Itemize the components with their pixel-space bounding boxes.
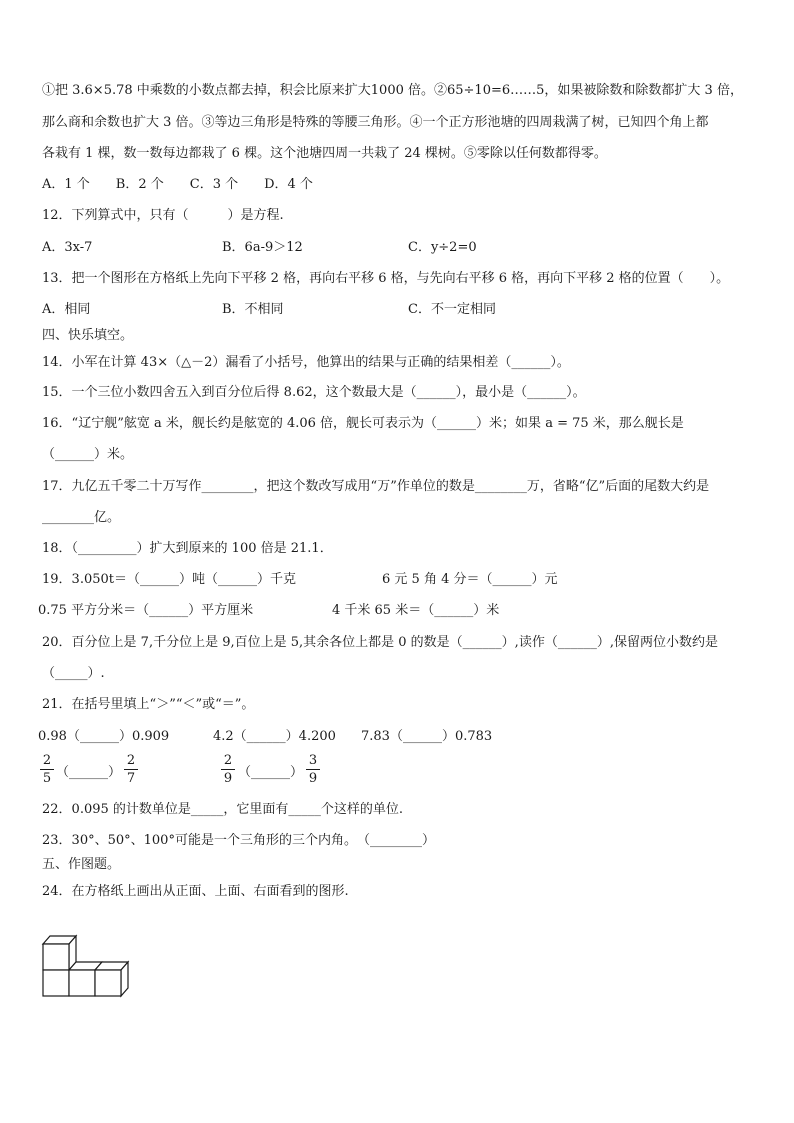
fraction-3-9 xyxy=(306,753,320,786)
question-19-part-c: 0.75 平方分米＝（______）平方厘米 xyxy=(38,603,254,618)
fraction-denominator: 7 xyxy=(126,771,136,786)
question-20-line-1: 20．百分位上是 7,千分位上是 9,百位上是 5,其余各位上都是 0 的数是（______）,读作（______）,保留两位小数约是 xyxy=(42,635,718,650)
question-17-line-1: 17．九亿五千零二十万写作________，把这个数改写成用“万”作单位的数是________万，省略“亿”后面的尾数大约是 xyxy=(42,479,710,494)
fraction-numerator: 2 xyxy=(42,753,52,768)
question-12-option-b: B．6a-9＞12 xyxy=(222,240,303,255)
section-5-heading: 五、作图题。 xyxy=(42,857,121,872)
question-13-option-b: B．不相同 xyxy=(222,302,284,317)
fraction-numerator: 2 xyxy=(126,753,136,768)
question-16-line-2: （______）米。 xyxy=(42,447,134,462)
fraction-bar xyxy=(221,769,235,770)
fraction-2-9 xyxy=(221,753,235,786)
fraction-2-7 xyxy=(124,753,138,786)
cube-stack-figure xyxy=(40,931,132,999)
question-17-line-2: ________亿。 xyxy=(42,510,121,525)
question-19-part-d: 4 千米 65 米＝（______）米 xyxy=(332,603,500,618)
question-13-option-a: A．相同 xyxy=(42,302,91,317)
question-16-line-1: 16．“辽宁舰”舷宽 a 米，舰长约是舷宽的 4.06 倍，舰长可表示为（______）米；如果 a = 75 米，那么舰长是 xyxy=(42,416,684,431)
fraction-denominator: 9 xyxy=(223,771,233,786)
question-20-line-2: （_____）. xyxy=(42,666,105,681)
fraction-bar xyxy=(124,769,138,770)
question-12-option-c: C．y÷2=0 xyxy=(408,240,477,255)
fraction-denominator: 9 xyxy=(308,771,318,786)
fraction-numerator: 2 xyxy=(223,753,233,768)
cube-front-face xyxy=(95,970,121,996)
fraction-2-5 xyxy=(40,753,54,786)
cube-front-face xyxy=(43,944,69,970)
question-13: 13．把一个图形在方格纸上先向下平移 2 格，再向右平移 6 格，与先向右平移 6 格，再向下平移 2 格的位置（ ）。 xyxy=(42,271,730,286)
section-4-heading: 四、快乐填空。 xyxy=(42,328,134,343)
question-21-compare-c: 7.83（______）0.783 xyxy=(361,729,493,744)
question-19-part-a: 19．3.050t＝（______）吨（______）千克 xyxy=(42,572,296,587)
question-11-line-2: 那么商和余数也扩大 3 倍。③等边三角形是特殊的等腰三角形。④一个正方形池塘的四周栽满了树，已知四个角上都 xyxy=(42,115,709,130)
question-12: 12．下列算式中，只有（ ）是方程. xyxy=(42,208,284,223)
fraction-numerator: 3 xyxy=(308,753,318,768)
question-11-line-1: ①把 3.6×5.78 中乘数的小数点都去掉，积会比原来扩大1000 倍。②65÷10=6……5，如果被除数和除数都扩大 3 倍， xyxy=(42,83,743,98)
cube-front-face xyxy=(69,970,95,996)
cube-front-face xyxy=(43,970,69,996)
fraction-denominator: 5 xyxy=(42,771,52,786)
fraction-bar xyxy=(40,769,54,770)
question-13-option-c: C．不一定相同 xyxy=(408,302,496,317)
question-18: 18．（_________）扩大到原来的 100 倍是 21.1． xyxy=(42,541,333,556)
question-11-line-3: 各栽有 1 棵，数一数每边都栽了 6 棵。这个池塘四周一共栽了 24 棵树。⑤零除以任何数都得零。 xyxy=(42,146,607,161)
question-21-compare-b: 4.2（______）4.200 xyxy=(213,729,336,744)
question-15: 15．一个三位小数四舍五入到百分位后得 8.62，这个数最大是（______），最小是（______）。 xyxy=(42,385,586,400)
question-24: 24．在方格纸上画出从正面、上面、右面看到的图形. xyxy=(42,884,349,899)
fraction-bar xyxy=(306,769,320,770)
question-23: 23．30°、50°、100°可能是一个三角形的三个内角。 （________） xyxy=(42,833,435,848)
question-19-part-b: 6 元 5 角 4 分＝（______）元 xyxy=(382,572,558,587)
question-12-option-a: A．3x-7 xyxy=(42,240,93,255)
question-21: 21．在括号里填上“＞”“＜”或“＝”。 xyxy=(42,697,255,712)
question-21-compare-a: 0.98（______）0.909 xyxy=(38,729,170,744)
question-22: 22．0.095 的计数单位是_____，它里面有_____个这样的单位. xyxy=(42,802,404,817)
question-11-options: A．1 个 B．2 个 C．3 个 D．4 个 xyxy=(42,177,313,192)
question-21-blank-fraction-1[interactable]: （______） xyxy=(56,765,122,780)
question-14: 14．小军在计算 43×（△－2）漏看了小括号，他算出的结果与正确的结果相差（______）。 xyxy=(42,355,570,370)
question-21-blank-fraction-2[interactable]: （______） xyxy=(238,765,304,780)
